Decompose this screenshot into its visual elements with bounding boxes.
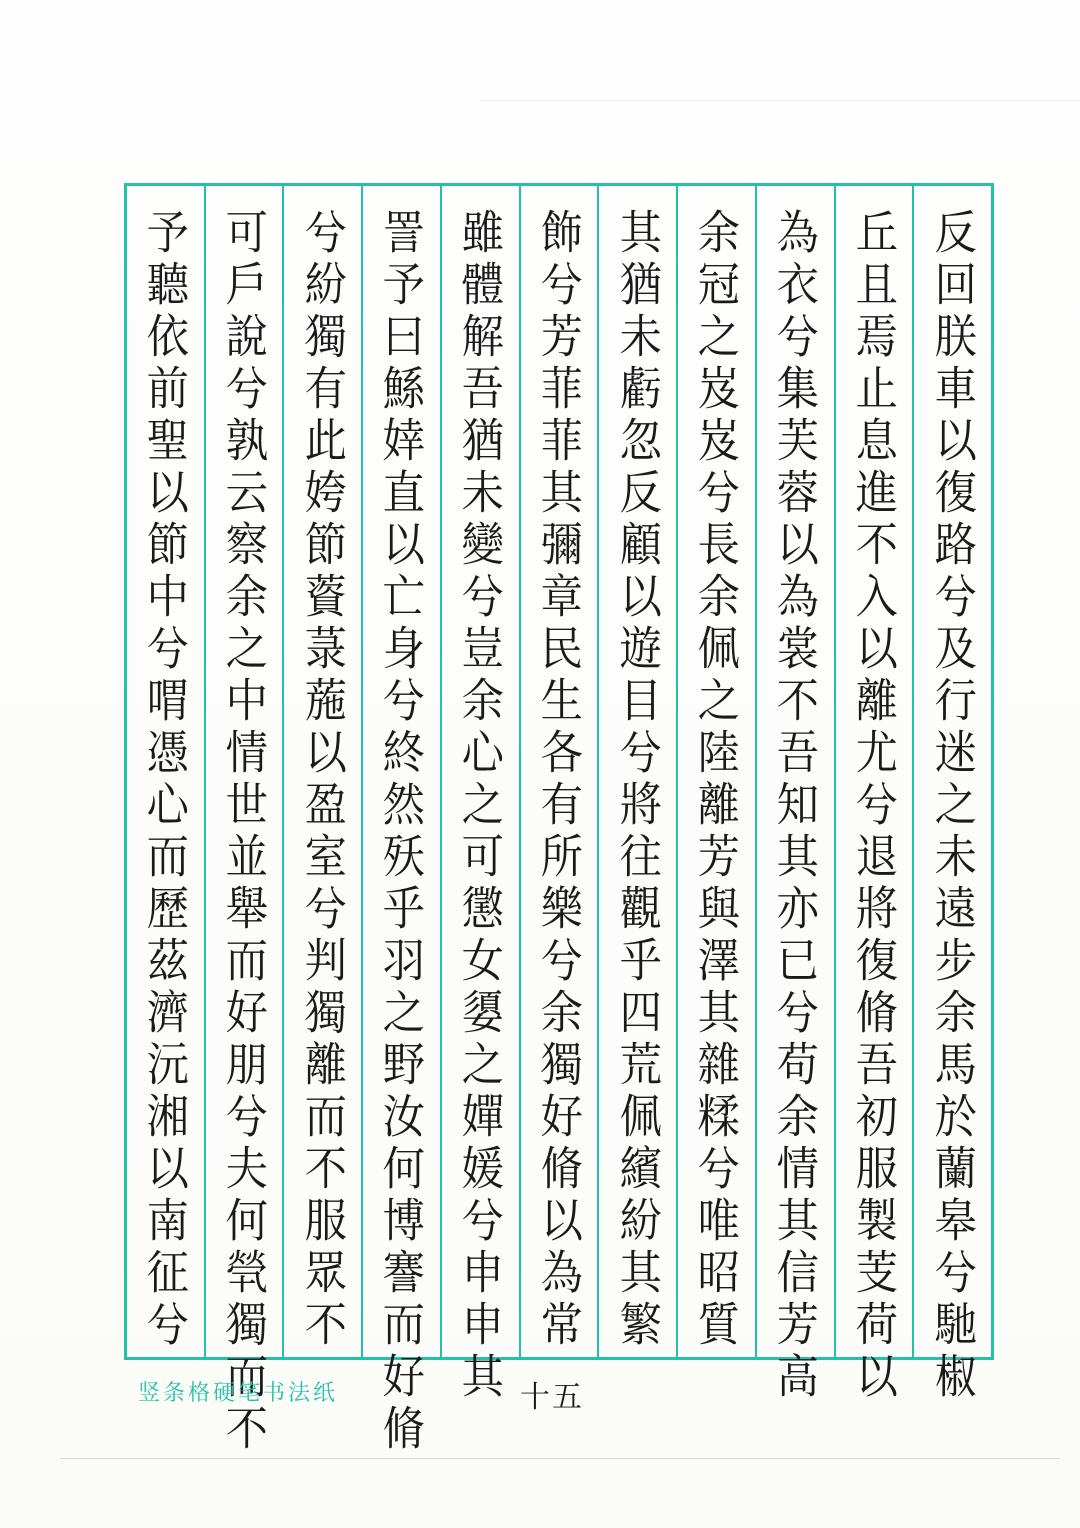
column-text: 飾兮芳菲菲其彌章民生各有所樂兮余獨好脩以為常	[534, 208, 584, 1352]
text-column-3	[755, 186, 834, 1404]
text-column-6	[519, 186, 598, 1357]
text-column-10	[204, 186, 283, 1456]
column-text: 為衣兮集芙蓉以為裳不吾知其亦已兮苟余情其信芳高	[770, 208, 820, 1404]
text-column-8	[361, 186, 440, 1456]
scan-edge-line	[480, 100, 1080, 101]
text-column-4	[676, 186, 755, 1357]
paper-type-label: 竖条格硬笔书法纸	[138, 1381, 339, 1406]
column-text: 余冠之岌岌兮長余佩之陸離芳與澤其雜糅兮唯昭質	[691, 208, 742, 1352]
text-column-7	[440, 186, 519, 1404]
column-text: 詈予曰鯀婞直以亡身兮終然殀乎羽之野汝何博謇而好脩	[376, 208, 427, 1456]
column-text: 兮紛獨有此姱節薋菉葹以盈室兮判獨離而不服眾不	[297, 208, 348, 1352]
column-text: 雖體解吾猶未變兮豈余心之可懲女嬃之嬋媛兮申申其	[455, 208, 506, 1404]
column-text: 反回朕車以復路兮及行迷之未遠步余馬於蘭皋兮馳椒	[927, 208, 978, 1404]
column-text: 其猶未虧忽反顧以遊目兮將往觀乎四荒佩繽紛其繁	[612, 208, 663, 1352]
scan-edge-line	[60, 1458, 1060, 1459]
text-column-2	[834, 186, 913, 1404]
column-text: 丘且焉止息進不入以離尤兮退將復脩吾初服製芰荷以	[849, 208, 899, 1404]
page-number: 十五	[520, 1380, 584, 1415]
column-text: 可戶說兮孰云察余之中情世並舉而好朋兮夫何煢獨而不	[219, 208, 269, 1456]
text-column-9	[282, 186, 361, 1357]
text-column-1	[912, 186, 991, 1404]
text-column-11	[127, 186, 204, 1357]
column-text: 予聽依前聖以節中兮喟憑心而歷茲濟沅湘以南征兮	[140, 208, 191, 1352]
text-column-5	[597, 186, 676, 1357]
